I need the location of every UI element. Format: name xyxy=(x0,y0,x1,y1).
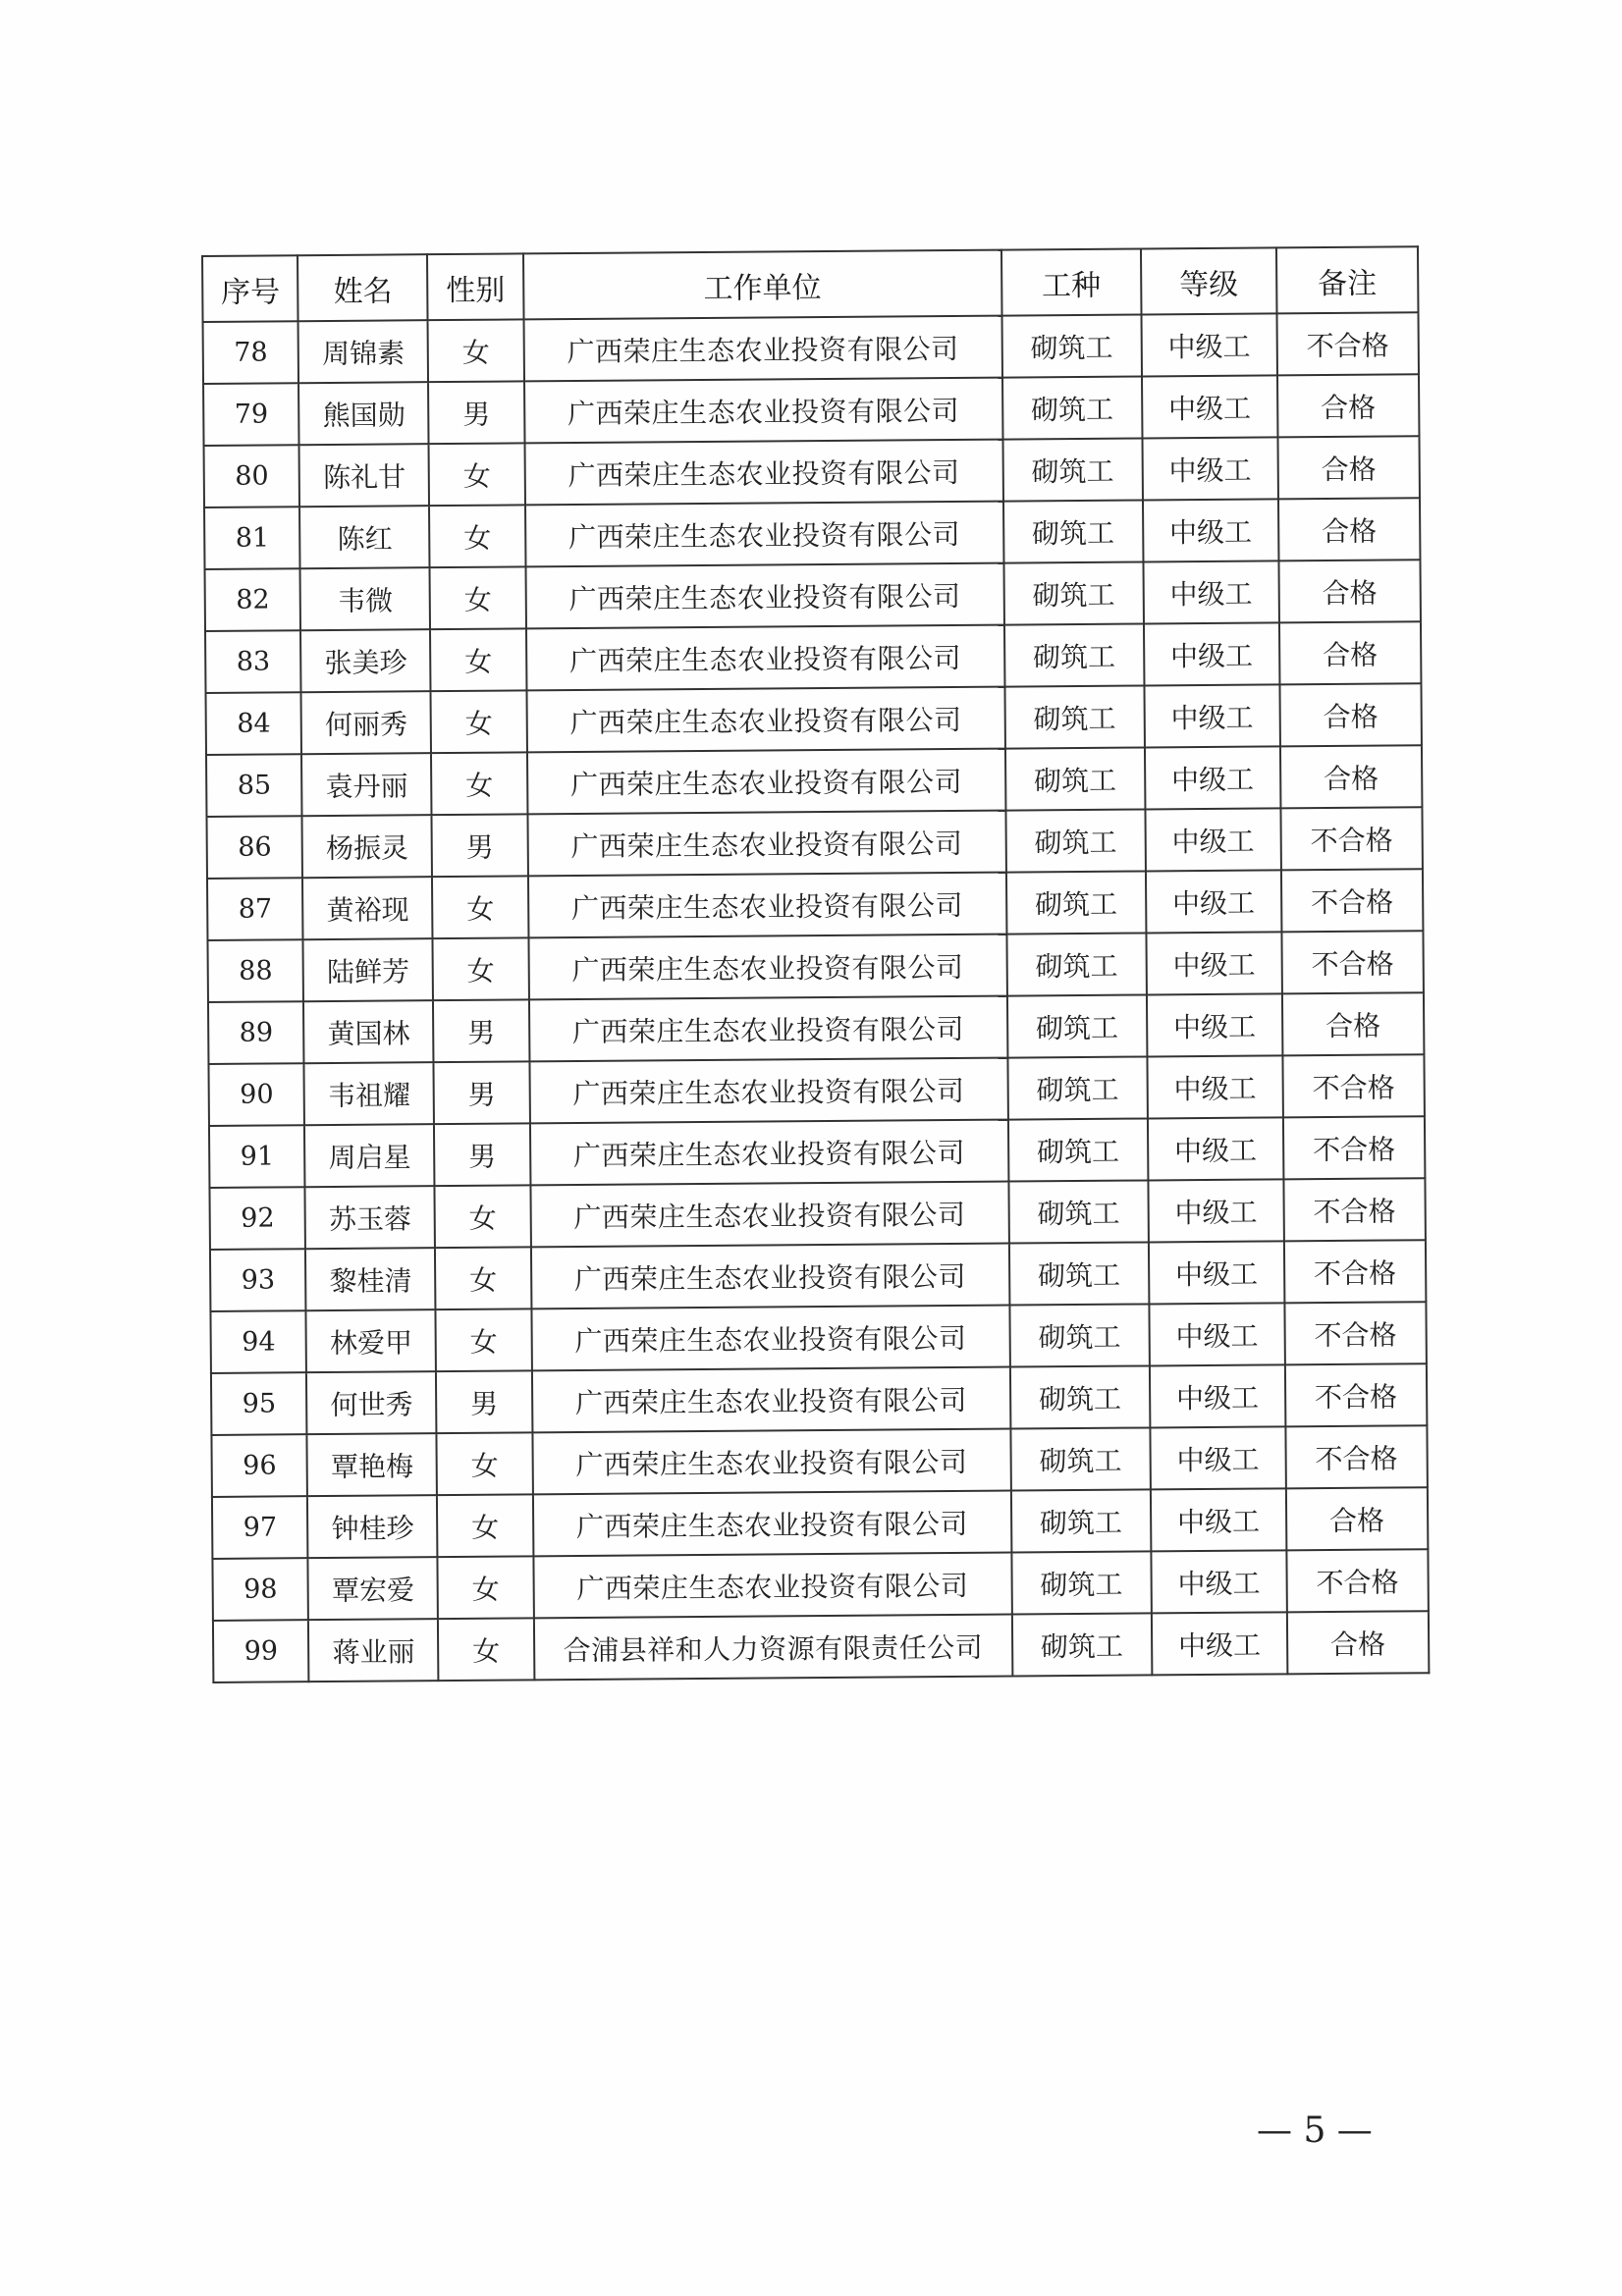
roster-table xyxy=(201,245,1430,1683)
cell-level: 中级工 xyxy=(1151,1550,1286,1613)
cell-name: 陈红 xyxy=(299,506,429,568)
cell-trade: 砌筑工 xyxy=(1001,314,1142,377)
table-row xyxy=(204,498,1420,569)
cell-employer: 广西荣庄生态农业投资有限公司 xyxy=(525,502,1004,567)
cell-trade: 砌筑工 xyxy=(1008,1180,1149,1243)
cell-remark: 合格 xyxy=(1286,1487,1429,1550)
cell-remark: 合格 xyxy=(1277,436,1420,499)
cell-employer: 广西荣庄生态农业投资有限公司 xyxy=(523,316,1002,382)
cell-seq: 82 xyxy=(205,568,301,631)
cell-gender: 男 xyxy=(432,814,528,877)
cell-name: 黄裕现 xyxy=(302,877,432,939)
cell-level: 中级工 xyxy=(1146,870,1281,933)
cell-gender: 女 xyxy=(438,1618,534,1681)
cell-remark: 不合格 xyxy=(1285,1425,1428,1488)
cell-employer: 广西荣庄生态农业投资有限公司 xyxy=(532,1367,1011,1433)
table-row xyxy=(206,745,1422,817)
cell-remark: 不合格 xyxy=(1286,1549,1429,1612)
cell-name: 周启星 xyxy=(304,1124,434,1187)
cell-gender: 女 xyxy=(430,566,526,629)
cell-seq: 85 xyxy=(206,754,302,817)
cell-remark: 不合格 xyxy=(1281,931,1424,993)
table-row xyxy=(209,1178,1425,1250)
cell-name: 何丽秀 xyxy=(301,691,431,754)
cell-seq: 95 xyxy=(211,1372,307,1435)
table-row xyxy=(208,992,1424,1064)
cell-remark: 合格 xyxy=(1287,1611,1430,1674)
cell-name: 韦祖耀 xyxy=(304,1062,434,1125)
cell-trade: 砌筑工 xyxy=(1012,1613,1153,1676)
cell-trade: 砌筑工 xyxy=(1005,747,1146,810)
cell-employer: 广西荣庄生态农业投资有限公司 xyxy=(526,625,1005,691)
cell-name: 陈礼甘 xyxy=(299,444,429,507)
cell-trade: 砌筑工 xyxy=(1006,871,1147,934)
cell-gender: 女 xyxy=(428,319,524,382)
cell-seq: 80 xyxy=(204,445,300,507)
cell-trade: 砌筑工 xyxy=(1003,561,1144,624)
cell-seq: 96 xyxy=(211,1434,307,1497)
cell-level: 中级工 xyxy=(1148,1179,1283,1242)
cell-remark: 合格 xyxy=(1279,621,1422,684)
cell-name: 熊国勋 xyxy=(298,382,428,445)
cell-name: 覃艳梅 xyxy=(307,1433,437,1496)
cell-employer: 广西荣庄生态农业投资有限公司 xyxy=(529,996,1008,1062)
cell-seq: 86 xyxy=(206,816,302,879)
cell-level: 中级工 xyxy=(1145,746,1280,809)
cell-trade: 砌筑工 xyxy=(1010,1365,1151,1428)
cell-gender: 女 xyxy=(436,1308,532,1371)
cell-gender: 女 xyxy=(431,690,527,753)
cell-seq: 89 xyxy=(208,1001,304,1064)
cell-gender: 男 xyxy=(436,1370,532,1433)
cell-gender: 男 xyxy=(428,381,524,444)
header-row xyxy=(202,246,1418,322)
cell-name: 袁丹丽 xyxy=(301,753,431,816)
cell-level: 中级工 xyxy=(1149,1303,1284,1365)
table-row xyxy=(211,1425,1427,1497)
cell-remark: 不合格 xyxy=(1281,869,1424,932)
cell-level: 中级工 xyxy=(1142,437,1277,500)
cell-trade: 砌筑工 xyxy=(1004,623,1145,686)
cell-gender: 男 xyxy=(433,999,529,1062)
cell-employer: 广西荣庄生态农业投资有限公司 xyxy=(524,378,1003,444)
cell-gender: 女 xyxy=(437,1494,533,1557)
header-level: 等级 xyxy=(1141,247,1277,314)
cell-trade: 砌筑工 xyxy=(1011,1489,1152,1552)
cell-gender: 女 xyxy=(429,443,525,506)
cell-remark: 不合格 xyxy=(1284,1240,1427,1303)
cell-remark: 不合格 xyxy=(1284,1302,1427,1364)
cell-employer: 广西荣庄生态农业投资有限公司 xyxy=(525,563,1004,629)
cell-remark: 合格 xyxy=(1282,992,1425,1055)
cell-seq: 97 xyxy=(212,1496,308,1559)
cell-seq: 88 xyxy=(207,939,303,1002)
table-row xyxy=(205,560,1421,631)
cell-gender: 女 xyxy=(432,876,528,938)
cell-remark: 不合格 xyxy=(1276,312,1419,375)
cell-trade: 砌筑工 xyxy=(1002,438,1143,501)
table-body xyxy=(203,312,1430,1682)
cell-gender: 女 xyxy=(438,1556,534,1619)
cell-remark: 合格 xyxy=(1280,745,1423,808)
cell-seq: 92 xyxy=(209,1187,305,1250)
cell-employer: 广西荣庄生态农业投资有限公司 xyxy=(529,1058,1008,1124)
cell-name: 林爱甲 xyxy=(306,1309,436,1372)
cell-name: 钟桂珍 xyxy=(307,1495,437,1558)
header-employer: 工作单位 xyxy=(523,250,1002,320)
cell-remark: 不合格 xyxy=(1283,1178,1426,1241)
cell-level: 中级工 xyxy=(1149,1241,1284,1304)
cell-gender: 女 xyxy=(435,1185,531,1248)
cell-employer: 广西荣庄生态农业投资有限公司 xyxy=(533,1491,1012,1557)
table-row xyxy=(204,436,1420,507)
cell-gender: 男 xyxy=(434,1061,530,1124)
cell-seq: 94 xyxy=(210,1310,306,1373)
table-row xyxy=(213,1611,1429,1682)
table-row xyxy=(212,1487,1428,1559)
cell-trade: 砌筑工 xyxy=(1004,685,1145,748)
cell-name: 苏玉蓉 xyxy=(305,1186,435,1249)
cell-trade: 砌筑工 xyxy=(1006,933,1147,995)
header-gender: 性别 xyxy=(427,253,523,320)
table-row xyxy=(210,1240,1426,1311)
table-row xyxy=(209,1116,1425,1188)
cell-gender: 男 xyxy=(434,1123,530,1186)
cell-seq: 99 xyxy=(213,1620,309,1682)
cell-seq: 79 xyxy=(203,383,299,446)
table-row xyxy=(207,869,1423,940)
cell-seq: 78 xyxy=(203,321,299,384)
cell-name: 韦微 xyxy=(300,567,430,630)
table-row xyxy=(203,312,1419,384)
cell-remark: 不合格 xyxy=(1283,1116,1426,1179)
cell-seq: 91 xyxy=(209,1125,305,1188)
cell-employer: 广西荣庄生态农业投资有限公司 xyxy=(528,934,1007,1000)
cell-employer: 广西荣庄生态农业投资有限公司 xyxy=(527,811,1006,877)
cell-trade: 砌筑工 xyxy=(1003,500,1144,562)
cell-name: 黎桂清 xyxy=(305,1248,435,1310)
cell-employer: 广西荣庄生态农业投资有限公司 xyxy=(532,1429,1011,1495)
cell-remark: 合格 xyxy=(1277,374,1420,437)
cell-trade: 砌筑工 xyxy=(1009,1304,1150,1366)
cell-level: 中级工 xyxy=(1141,313,1276,376)
cell-seq: 83 xyxy=(205,630,301,693)
cell-trade: 砌筑工 xyxy=(1010,1427,1151,1490)
table-row xyxy=(207,931,1423,1002)
cell-gender: 女 xyxy=(431,752,527,815)
page-number: — 5 — xyxy=(1257,2110,1373,2151)
cell-employer: 广西荣庄生态农业投资有限公司 xyxy=(531,1244,1010,1309)
cell-remark: 合格 xyxy=(1278,498,1421,561)
cell-level: 中级工 xyxy=(1147,993,1282,1056)
cell-name: 陆鲜芳 xyxy=(303,938,433,1001)
cell-name: 周锦素 xyxy=(298,320,428,383)
cell-trade: 砌筑工 xyxy=(1009,1242,1150,1305)
cell-seq: 93 xyxy=(210,1249,306,1311)
cell-gender: 女 xyxy=(433,937,529,1000)
cell-remark: 不合格 xyxy=(1280,807,1423,870)
cell-remark: 不合格 xyxy=(1285,1363,1428,1426)
cell-level: 中级工 xyxy=(1143,561,1278,623)
cell-level: 中级工 xyxy=(1148,1117,1283,1180)
cell-name: 黄国林 xyxy=(303,1000,433,1063)
cell-gender: 女 xyxy=(437,1432,533,1495)
cell-gender: 女 xyxy=(435,1247,531,1309)
cell-level: 中级工 xyxy=(1146,932,1281,994)
cell-trade: 砌筑工 xyxy=(1011,1551,1152,1614)
table-row xyxy=(205,621,1421,693)
cell-name: 蒋业丽 xyxy=(308,1619,438,1682)
cell-seq: 87 xyxy=(207,878,303,940)
cell-name: 张美珍 xyxy=(300,629,430,692)
cell-level: 中级工 xyxy=(1144,684,1279,747)
cell-seq: 84 xyxy=(206,692,302,755)
cell-level: 中级工 xyxy=(1145,808,1280,871)
cell-gender: 女 xyxy=(429,505,525,567)
cell-employer: 广西荣庄生态农业投资有限公司 xyxy=(530,1120,1009,1186)
cell-seq: 98 xyxy=(212,1558,308,1621)
cell-employer: 广西荣庄生态农业投资有限公司 xyxy=(530,1182,1009,1248)
table-row xyxy=(208,1054,1424,1126)
cell-level: 中级工 xyxy=(1143,499,1278,561)
cell-trade: 砌筑工 xyxy=(1007,1056,1148,1119)
table-row xyxy=(210,1302,1426,1373)
cell-remark: 合格 xyxy=(1279,683,1422,746)
cell-name: 覃宏爱 xyxy=(308,1557,438,1620)
cell-name: 杨振灵 xyxy=(302,815,432,878)
header-name: 姓名 xyxy=(297,254,427,321)
cell-remark: 合格 xyxy=(1278,560,1421,622)
table-row xyxy=(206,807,1422,879)
cell-level: 中级工 xyxy=(1144,622,1279,685)
table-row xyxy=(206,683,1422,755)
cell-level: 中级工 xyxy=(1150,1364,1285,1427)
cell-employer: 广西荣庄生态农业投资有限公司 xyxy=(526,687,1005,753)
cell-trade: 砌筑工 xyxy=(1005,809,1146,872)
cell-trade: 砌筑工 xyxy=(1008,1118,1149,1181)
header-seq: 序号 xyxy=(202,255,298,322)
cell-employer: 广西荣庄生态农业投资有限公司 xyxy=(533,1553,1012,1619)
cell-trade: 砌筑工 xyxy=(1007,994,1148,1057)
table-header xyxy=(202,246,1418,322)
header-trade: 工种 xyxy=(1001,248,1142,315)
cell-seq: 81 xyxy=(204,507,300,569)
cell-level: 中级工 xyxy=(1150,1426,1285,1489)
cell-level: 中级工 xyxy=(1151,1488,1286,1551)
cell-name: 何世秀 xyxy=(306,1371,436,1434)
cell-level: 中级工 xyxy=(1142,375,1277,438)
cell-employer: 广西荣庄生态农业投资有限公司 xyxy=(527,749,1006,815)
cell-employer: 广西荣庄生态农业投资有限公司 xyxy=(528,873,1007,938)
header-remark: 备注 xyxy=(1276,246,1419,313)
table-row xyxy=(211,1363,1427,1435)
cell-employer: 合浦县祥和人力资源有限责任公司 xyxy=(534,1615,1013,1681)
cell-trade: 砌筑工 xyxy=(1002,376,1143,439)
cell-level: 中级工 xyxy=(1152,1612,1287,1675)
table-row xyxy=(212,1549,1428,1621)
cell-employer: 广西荣庄生态农业投资有限公司 xyxy=(531,1306,1010,1371)
cell-remark: 不合格 xyxy=(1282,1054,1425,1117)
cell-employer: 广西荣庄生态农业投资有限公司 xyxy=(524,440,1003,506)
cell-seq: 90 xyxy=(208,1063,304,1126)
table-row xyxy=(203,374,1419,446)
cell-level: 中级工 xyxy=(1147,1055,1282,1118)
cell-gender: 女 xyxy=(430,628,526,691)
